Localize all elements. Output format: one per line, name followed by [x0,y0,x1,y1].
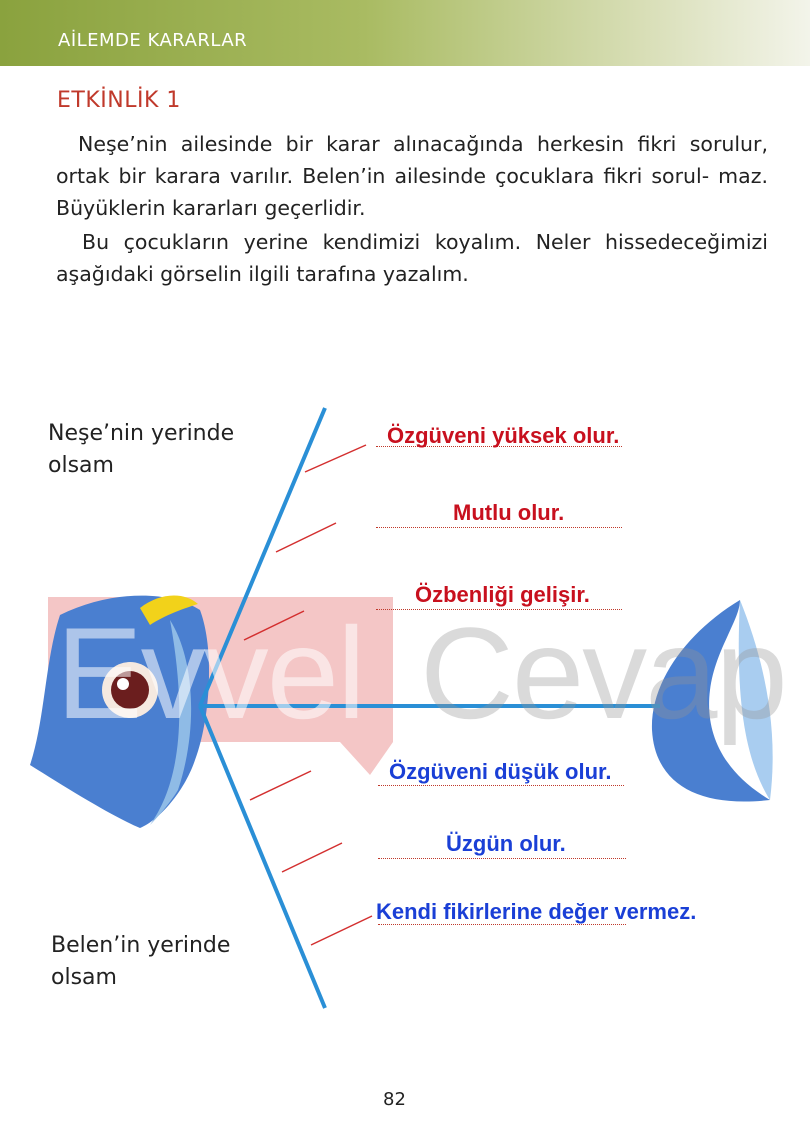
page-number: 82 [383,1089,406,1110]
watermark-text-2: Cevap [420,600,786,746]
answer-bottom-3: Kendi fikirlerine değer vermez. [376,899,697,924]
answer-line [378,785,624,786]
answer-line [378,858,626,859]
label-nese-text: Neşe’nin yerinde olsam [48,421,235,478]
answer-top-1: Özgüveni yüksek olur. [387,423,620,448]
answer-bottom-1: Özgüveni düşük olur. [389,759,612,784]
answer-top-3: Özbenliği gelişir. [415,582,590,607]
chapter-title: AİLEMDE KARARLAR [58,30,248,51]
label-belen-text: Belen’in yerinde olsam [51,933,231,990]
watermark-text-1: Evvel [56,600,364,746]
activity-title: ETKİNLİK 1 [57,88,181,113]
answer-line [376,527,622,528]
answer-bottom-2: Üzgün olur. [446,831,566,856]
instruction-paragraph-2: Bu çocukların yerine kendimizi koyalım. Neler hissedeceğimizi aşağıdaki görselin ilgili tarafına yazalım. [56,230,768,286]
answer-line [376,609,622,610]
answer-top-2: Mutlu olur. [453,500,565,525]
instruction-paragraph-1: Neşe’nin ailesinde bir karar alınacağında herkesin fikri sorulur, ortak bir karara varılır. Belen’in ailesinde çocuklara fikri sorul- maz. Büyüklerin kararları geçerlidir. [56,132,768,220]
label-belen [51,930,251,994]
label-nese [48,418,248,482]
